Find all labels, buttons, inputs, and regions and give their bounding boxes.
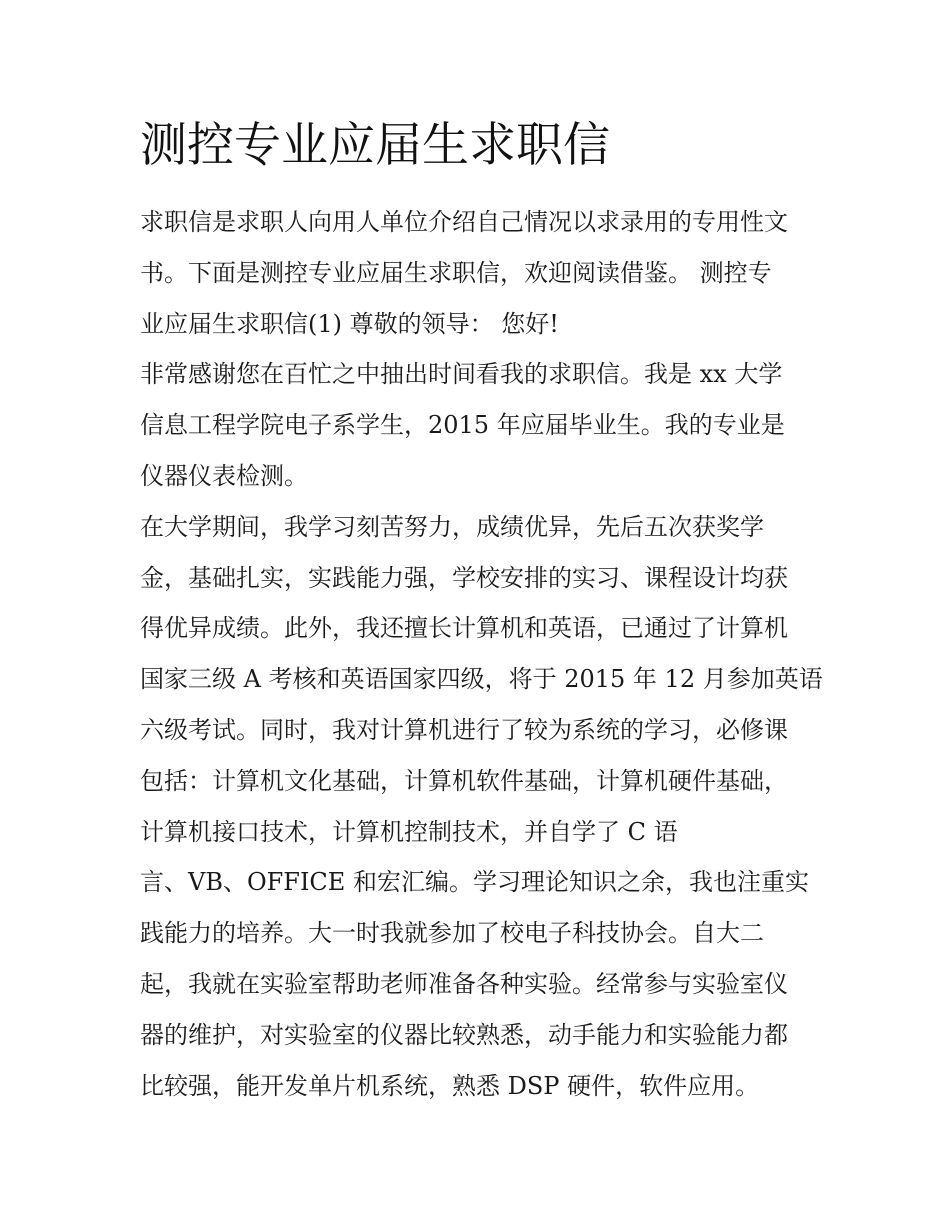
body-line: 信息工程学院电子系学生，2015 年应届毕业生。我的专业是 (140, 411, 785, 440)
body-line: 器的维护，对实验室的仪器比较熟悉，动手能力和实验能力都 (140, 1020, 788, 1049)
body-line: 书。下面是测控专业应届生求职信，欢迎阅读借鉴。 测控专 (140, 258, 772, 287)
body-line: 仪器仪表检测。 (140, 461, 308, 490)
body-line: 言、VB、OFFICE 和宏汇编。学习理论知识之余，我也注重实 (140, 868, 809, 897)
body-line: 金，基础扎实，实践能力强，学校安排的实习、课程设计均获 (140, 563, 788, 592)
body-line: 六级考试。同时，我对计算机进行了较为系统的学习，必修课 (140, 715, 788, 744)
body-line: 比较强，能开发单片机系统，熟悉 DSP 硬件，软件应用。 (140, 1071, 760, 1100)
body-line: 在大学期间，我学习刻苦努力，成绩优异，先后五次获奖学 (140, 512, 764, 541)
body-line: 起，我就在实验室帮助老师准备各种实验。经常参与实验室仪 (140, 969, 788, 998)
document-title: 测控专业应届生求职信 (140, 118, 610, 173)
body-line: 求职信是求职人向用人单位介绍自己情况以求录用的专用性文 (140, 208, 788, 236)
body-line: 国家三级 A 考核和英语国家四级，将于 2015 年 12 月参加英语 (140, 665, 823, 694)
body-line: 业应届生求职信(1) 尊敬的领导： 您好! (140, 309, 559, 338)
body-line: 包括：计算机文化基础，计算机软件基础，计算机硬件基础， (140, 766, 788, 795)
body-line: 计算机接口技术，计算机控制技术，并自学了 C 语 (140, 817, 678, 846)
document-body (140, 197, 823, 1111)
body-line: 得优异成绩。此外，我还擅长计算机和英语，已通过了计算机 (140, 614, 788, 643)
body-line: 非常感谢您在百忙之中抽出时间看我的求职信。我是 xx 大学 (140, 360, 783, 389)
body-line: 践能力的培养。大一时我就参加了校电子科技协会。自大二 (140, 919, 764, 948)
